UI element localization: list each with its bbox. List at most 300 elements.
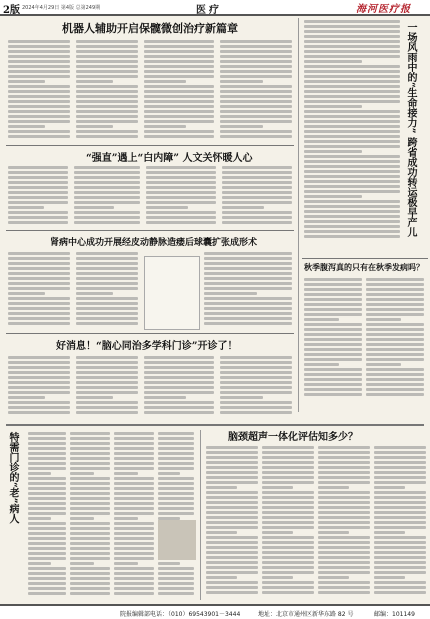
text-line xyxy=(8,70,70,73)
text-line xyxy=(318,521,370,524)
text-line xyxy=(304,135,400,138)
text-line xyxy=(304,50,400,53)
text-line xyxy=(144,40,214,43)
text-line xyxy=(366,388,424,391)
text-line xyxy=(70,447,110,450)
text-line xyxy=(70,462,110,465)
text-line xyxy=(304,175,400,178)
text-line xyxy=(304,298,362,301)
text-line xyxy=(304,110,400,113)
text-line xyxy=(8,80,45,83)
text-line xyxy=(70,582,110,585)
text-line xyxy=(158,587,194,590)
article-body-strong-col2 xyxy=(74,166,140,226)
text-line xyxy=(114,492,154,495)
text-line xyxy=(304,368,362,371)
text-line xyxy=(220,100,292,103)
text-line xyxy=(262,461,314,464)
text-line xyxy=(76,302,138,305)
text-line xyxy=(146,206,188,209)
text-line xyxy=(318,561,370,564)
text-line xyxy=(158,562,180,565)
article-body-carotid-col4 xyxy=(374,446,426,598)
text-line xyxy=(144,50,214,53)
text-line xyxy=(204,282,292,285)
text-line xyxy=(158,567,194,570)
text-line xyxy=(206,581,258,584)
text-line xyxy=(304,75,400,78)
text-line xyxy=(74,176,140,179)
text-line xyxy=(76,396,113,399)
article-body-kidney-col3 xyxy=(204,252,292,330)
text-line xyxy=(114,562,138,565)
text-line xyxy=(8,45,70,48)
text-line xyxy=(304,388,362,391)
text-line xyxy=(304,318,339,321)
text-line xyxy=(70,477,110,480)
text-line xyxy=(374,566,426,569)
text-line xyxy=(76,312,138,315)
text-line xyxy=(76,366,138,369)
text-line xyxy=(70,577,110,580)
text-line xyxy=(8,262,70,265)
text-line xyxy=(262,501,314,504)
text-line xyxy=(76,401,138,404)
text-line xyxy=(222,201,292,204)
text-line xyxy=(262,581,314,584)
text-line xyxy=(206,466,258,469)
text-line xyxy=(28,542,66,545)
text-line xyxy=(28,547,66,550)
text-line xyxy=(262,551,314,554)
text-line xyxy=(144,411,214,414)
text-line xyxy=(206,591,258,594)
text-line xyxy=(28,462,66,465)
text-line xyxy=(114,577,154,580)
text-line xyxy=(74,221,140,224)
text-line xyxy=(70,487,110,490)
text-line xyxy=(70,507,110,510)
text-line xyxy=(114,527,154,530)
article-title-kidney: 肾病中心成功开展经皮动静脉造瘘后球囊扩张成形术 xyxy=(50,238,258,248)
text-line xyxy=(304,393,362,396)
text-line xyxy=(204,312,292,315)
section-title: 医疗 xyxy=(196,5,222,16)
text-line xyxy=(304,170,400,173)
text-line xyxy=(318,551,370,554)
text-line xyxy=(158,467,194,470)
text-line xyxy=(304,210,400,213)
text-line xyxy=(204,257,292,260)
text-line xyxy=(158,487,194,490)
text-line xyxy=(318,451,370,454)
text-line xyxy=(76,65,138,68)
text-line xyxy=(74,166,140,169)
text-line xyxy=(76,105,138,108)
article-body-strong-col3 xyxy=(146,166,216,226)
text-line xyxy=(206,551,258,554)
text-line xyxy=(222,171,292,174)
text-line xyxy=(114,487,154,490)
text-line xyxy=(204,277,292,280)
text-line xyxy=(8,252,70,255)
text-line xyxy=(262,456,314,459)
text-line xyxy=(374,516,426,519)
text-line xyxy=(304,80,400,83)
text-line xyxy=(220,75,292,78)
text-line xyxy=(220,391,292,394)
column-divider xyxy=(298,18,299,412)
text-line xyxy=(70,527,110,530)
text-line xyxy=(366,278,424,281)
text-line xyxy=(144,135,214,138)
text-line xyxy=(114,502,154,505)
text-line xyxy=(262,446,314,449)
text-line xyxy=(220,125,263,128)
text-line xyxy=(304,303,362,306)
text-line xyxy=(220,50,292,53)
article-body-robot-col3 xyxy=(144,40,214,142)
text-line xyxy=(28,512,66,515)
text-line xyxy=(144,391,214,394)
text-line xyxy=(158,457,194,460)
text-line xyxy=(76,287,138,290)
text-line xyxy=(70,517,94,520)
text-line xyxy=(114,477,154,480)
text-line xyxy=(262,561,314,564)
section-divider xyxy=(6,424,424,426)
text-line xyxy=(146,196,216,199)
text-line xyxy=(8,75,70,78)
text-line xyxy=(220,135,292,138)
text-line xyxy=(76,100,138,103)
text-line xyxy=(206,491,258,494)
text-line xyxy=(366,338,424,341)
text-line xyxy=(374,576,405,579)
text-line xyxy=(28,437,66,440)
text-line xyxy=(28,572,66,575)
text-line xyxy=(76,272,138,275)
text-line xyxy=(220,120,292,123)
text-line xyxy=(374,451,426,454)
article-title-side: 一场风雨中的“生命接力” 跨省成功转运极早产儿 xyxy=(405,22,416,237)
text-line xyxy=(318,571,370,574)
text-line xyxy=(304,115,400,118)
text-line xyxy=(318,591,370,594)
text-line xyxy=(222,181,292,184)
text-line xyxy=(366,368,424,371)
text-line xyxy=(204,322,292,325)
text-line xyxy=(318,536,370,539)
text-line xyxy=(262,576,293,579)
text-line xyxy=(70,572,110,575)
text-line xyxy=(262,546,314,549)
text-line xyxy=(304,35,400,38)
text-line xyxy=(304,140,400,143)
text-line xyxy=(74,201,140,204)
text-line xyxy=(8,65,70,68)
text-line xyxy=(318,476,370,479)
text-line xyxy=(144,115,214,118)
text-line xyxy=(8,216,68,219)
text-line xyxy=(304,363,339,366)
text-line xyxy=(262,541,314,544)
text-line xyxy=(76,50,138,53)
text-line xyxy=(304,338,362,341)
text-line xyxy=(28,557,66,560)
text-line xyxy=(158,497,194,500)
text-line xyxy=(304,378,362,381)
text-line xyxy=(318,466,370,469)
text-line xyxy=(318,541,370,544)
text-line xyxy=(304,308,362,311)
text-line xyxy=(222,221,292,224)
text-line xyxy=(70,592,110,595)
text-line xyxy=(8,287,70,290)
text-line xyxy=(158,432,194,435)
text-line xyxy=(8,55,70,58)
text-line xyxy=(374,536,426,539)
text-line xyxy=(318,546,370,549)
divider xyxy=(6,230,294,231)
article-body-robot-col2 xyxy=(76,40,138,142)
text-line xyxy=(222,176,292,179)
text-line xyxy=(204,292,257,295)
text-line xyxy=(146,186,216,189)
text-line xyxy=(262,556,314,559)
text-line xyxy=(114,582,154,585)
text-line xyxy=(304,20,400,23)
text-line xyxy=(144,386,214,389)
text-line xyxy=(262,566,314,569)
text-line xyxy=(204,302,292,305)
text-line xyxy=(374,461,426,464)
text-line xyxy=(204,307,292,310)
text-line xyxy=(74,196,140,199)
page-number: 2版 xyxy=(3,5,20,16)
text-line xyxy=(318,456,370,459)
text-line xyxy=(8,191,68,194)
text-line xyxy=(76,252,138,255)
text-line xyxy=(206,536,258,539)
divider xyxy=(302,258,428,259)
text-line xyxy=(304,333,362,336)
text-line xyxy=(70,552,110,555)
text-line xyxy=(304,358,362,361)
text-line xyxy=(8,40,70,43)
article-title-brain: 好消息！“脑心同治多学科门诊”开诊了！ xyxy=(56,341,238,352)
text-line xyxy=(158,477,194,480)
text-line xyxy=(204,297,292,300)
text-line xyxy=(374,476,426,479)
text-line xyxy=(318,471,370,474)
text-line xyxy=(206,506,258,509)
text-line xyxy=(76,282,138,285)
text-line xyxy=(8,90,70,93)
text-line xyxy=(8,50,70,53)
text-line xyxy=(76,80,113,83)
text-line xyxy=(206,516,258,519)
text-line xyxy=(206,456,258,459)
text-line xyxy=(318,556,370,559)
text-line xyxy=(222,216,292,219)
article-body-autumn-col1 xyxy=(304,278,362,398)
text-line xyxy=(304,150,362,153)
footer-address: 地址：北京市通州区新华东路 82 号 xyxy=(258,611,354,618)
sidebar-box xyxy=(144,256,200,330)
text-line xyxy=(304,195,362,198)
text-line xyxy=(158,577,194,580)
text-line xyxy=(70,567,110,570)
text-line xyxy=(304,125,400,128)
text-line xyxy=(304,30,400,33)
text-line xyxy=(74,186,140,189)
text-line xyxy=(114,497,154,500)
text-line xyxy=(76,376,138,379)
text-line xyxy=(158,472,180,475)
text-line xyxy=(76,262,138,265)
article-body-autumn-col2 xyxy=(366,278,424,398)
text-line xyxy=(146,171,216,174)
text-line xyxy=(206,571,258,574)
text-line xyxy=(262,571,314,574)
text-line xyxy=(304,105,362,108)
text-line xyxy=(76,75,138,78)
article-title-strong: “强直”遇上“白内障” 人文关怀暖人心 xyxy=(86,153,253,164)
article-body-clinic-col1 xyxy=(28,432,66,598)
text-line xyxy=(366,378,424,381)
article-body-side xyxy=(304,20,400,242)
text-line xyxy=(70,472,94,475)
text-line xyxy=(8,115,70,118)
text-line xyxy=(114,557,154,560)
text-line xyxy=(366,283,424,286)
text-line xyxy=(74,206,114,209)
text-line xyxy=(206,486,237,489)
text-line xyxy=(204,267,292,270)
text-line xyxy=(114,552,154,555)
text-line xyxy=(158,437,194,440)
text-line xyxy=(304,220,400,223)
text-line xyxy=(206,566,258,569)
text-line xyxy=(76,115,138,118)
text-line xyxy=(158,452,194,455)
text-line xyxy=(206,531,237,534)
text-line xyxy=(146,211,216,214)
text-line xyxy=(158,502,194,505)
text-line xyxy=(374,486,405,489)
text-line xyxy=(28,442,66,445)
text-line xyxy=(262,536,314,539)
text-line xyxy=(114,512,154,515)
text-line xyxy=(220,115,292,118)
text-line xyxy=(144,60,214,63)
text-line xyxy=(374,531,405,534)
article-body-carotid-col2 xyxy=(262,446,314,598)
text-line xyxy=(114,447,154,450)
text-line xyxy=(74,191,140,194)
text-line xyxy=(114,537,154,540)
text-line xyxy=(8,221,68,224)
text-line xyxy=(220,411,292,414)
text-line xyxy=(8,100,70,103)
text-line xyxy=(70,532,110,535)
text-line xyxy=(220,371,292,374)
text-line xyxy=(8,356,70,359)
text-line xyxy=(374,561,426,564)
text-line xyxy=(144,105,214,108)
text-line xyxy=(114,532,154,535)
text-line xyxy=(206,576,237,579)
text-line xyxy=(70,562,94,565)
text-line xyxy=(8,371,70,374)
text-line xyxy=(114,587,154,590)
text-line xyxy=(70,522,110,525)
text-line xyxy=(366,298,424,301)
column-divider xyxy=(200,430,201,600)
article-body-clinic-col3 xyxy=(114,432,154,598)
text-line xyxy=(318,586,370,589)
text-line xyxy=(8,196,68,199)
text-line xyxy=(262,491,314,494)
text-line xyxy=(8,297,70,300)
text-line xyxy=(28,457,66,460)
text-line xyxy=(304,100,400,103)
text-line xyxy=(374,551,426,554)
text-line xyxy=(222,211,292,214)
text-line xyxy=(318,461,370,464)
text-line xyxy=(262,471,314,474)
text-line xyxy=(76,135,138,138)
text-line xyxy=(8,312,70,315)
text-line xyxy=(8,95,70,98)
text-line xyxy=(262,496,314,499)
text-line xyxy=(28,477,66,480)
text-line xyxy=(304,65,400,68)
article-title-carotid: 脑颈超声一体化评估知多少？ xyxy=(228,432,358,443)
text-line xyxy=(28,537,66,540)
text-line xyxy=(114,567,154,570)
text-line xyxy=(220,381,292,384)
text-line xyxy=(114,542,154,545)
text-line xyxy=(304,235,400,238)
text-line xyxy=(76,386,138,389)
text-line xyxy=(144,381,214,384)
text-line xyxy=(74,181,140,184)
text-line xyxy=(8,120,70,123)
text-line xyxy=(114,462,154,465)
article-body-carotid-col3 xyxy=(318,446,370,598)
text-line xyxy=(144,376,214,379)
text-line xyxy=(76,40,138,43)
text-line xyxy=(144,361,214,364)
article-body-brain-col3 xyxy=(144,356,214,420)
text-line xyxy=(304,200,400,203)
text-line xyxy=(206,481,258,484)
text-line xyxy=(304,190,400,193)
text-line xyxy=(28,497,66,500)
article-body-kidney-col2 xyxy=(76,252,138,330)
text-line xyxy=(144,406,214,409)
text-line xyxy=(366,373,424,376)
text-line xyxy=(76,125,113,128)
text-line xyxy=(318,481,370,484)
text-line xyxy=(76,292,113,295)
text-line xyxy=(366,383,424,386)
text-line xyxy=(318,516,370,519)
text-line xyxy=(8,166,68,169)
text-line xyxy=(8,381,70,384)
